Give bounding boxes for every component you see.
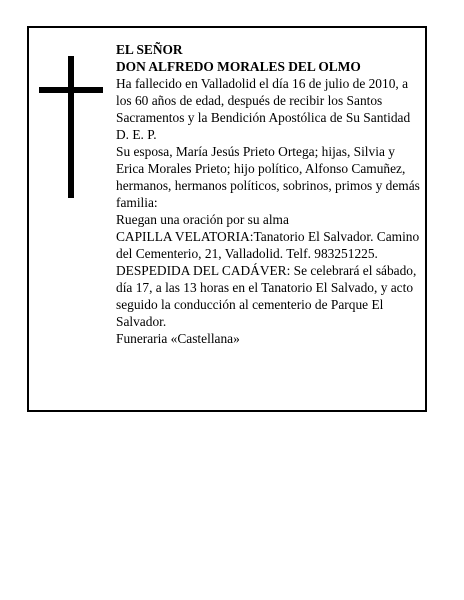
- notice-body: [116, 41, 424, 347]
- deceased-name: DON ALFREDO MORALES DEL OLMO: [116, 59, 361, 74]
- prayer-request: Ruegan una oración por su alma: [116, 212, 289, 227]
- wake-location: CAPILLA VELATORIA:Tanatorio El Salvador. Camino del Cementerio, 21, Valladolid. Telf. 983251225.: [116, 229, 420, 261]
- cross-icon: [39, 56, 103, 198]
- obituary-notice: [27, 26, 427, 412]
- cross-horizontal-bar: [39, 87, 103, 93]
- death-announcement: Ha fallecido en Valladolid el día 16 de julio de 2010, a los 60 años de edad, después de recibir los Santos Sacramentos y la Bendición Apostólica de Su Santidad D. E. P.: [116, 76, 411, 142]
- family-list: Su esposa, María Jesús Prieto Ortega; hijas, Silvia y Erica Morales Prieto; hijo político, Alfonso Camuñez, hermanos, hermanos políticos, sobrinos, primos y demás familia:: [116, 144, 420, 210]
- funeral-details: DESPEDIDA DEL CADÁVER: Se celebrará el sábado, día 17, a las 13 horas en el Tanatorio El Salvado, y acto seguido la conducción al cementerio de Parque El Salvador.: [116, 263, 417, 329]
- cross-vertical-bar: [68, 56, 74, 198]
- notice-title-line1: EL SEÑOR: [116, 42, 183, 57]
- funeral-home: Funeraria «Castellana»: [116, 331, 240, 346]
